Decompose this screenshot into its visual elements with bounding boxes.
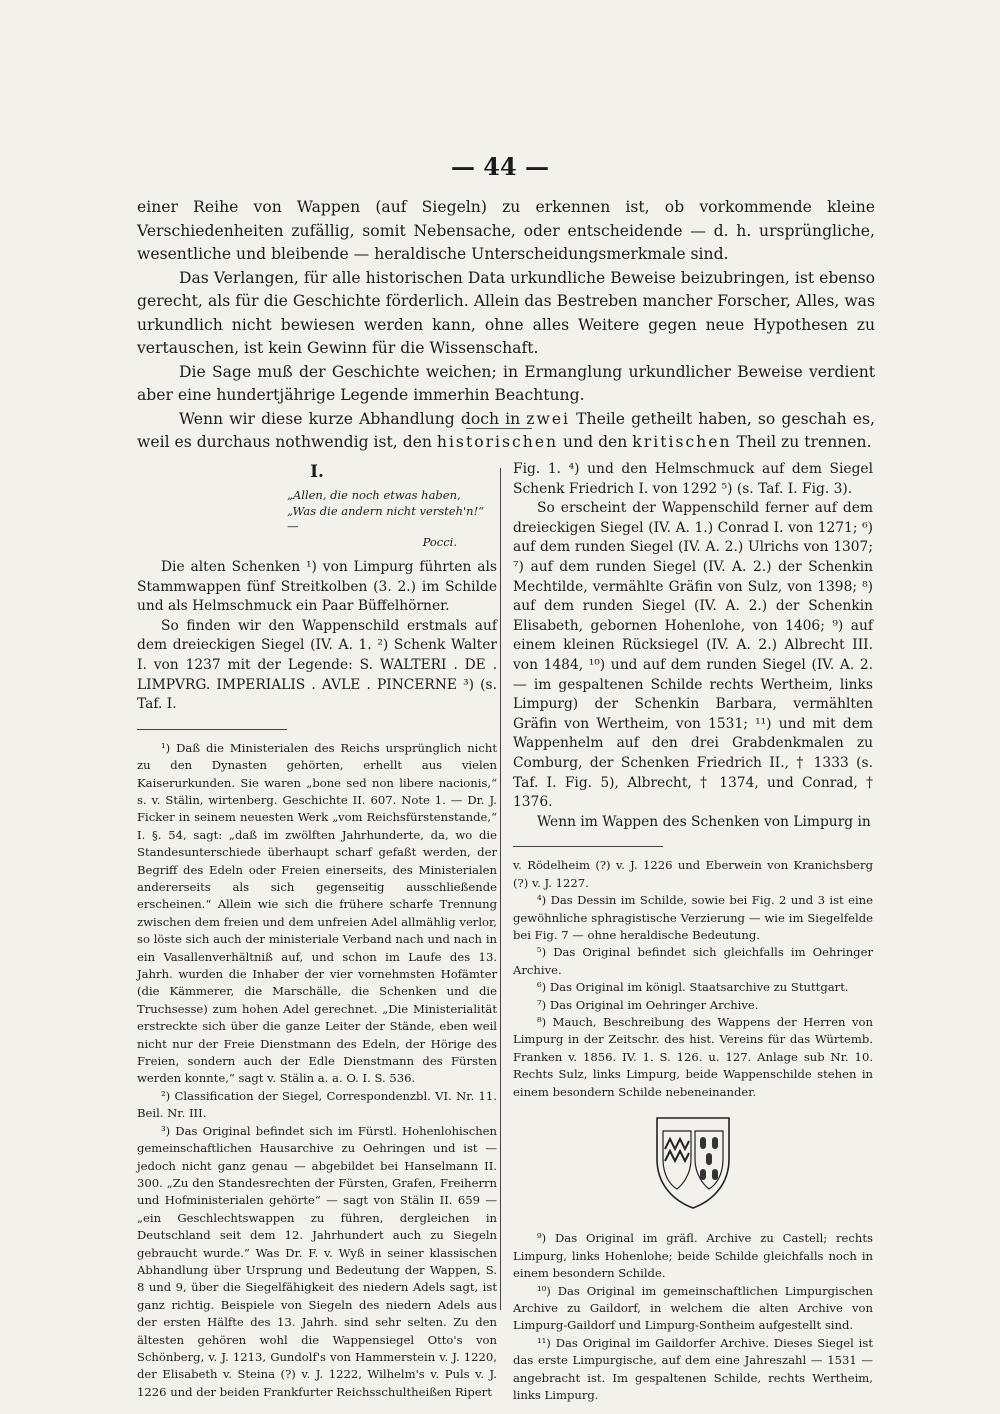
footnote-rule [137, 729, 287, 730]
page-number: — 44 — [450, 152, 550, 181]
footnote-3: ³) Das Original befindet sich im Fürstl. Hohenlohischen gemeinschaftlichen Hausarchive zu Oehringen und ist — jedoch nicht ganz genau — abgebildet bei Hanselmann II. 300. „Zu den Standesrechten der Fürsten, Grafen, Freiherrn und Hofministerialen gehörte“ — sagt von Stälin II. 659 — „ein Geschlechtswappen zu führen, dergleichen in Deutschland seit dem 12. Jahrhundert auch zu Siegeln gebraucht wurde.“ Was Dr. F. v. Wyß in seiner klassischen Abhandlung über Ursprung und Bedeutung der Wappen, S. 8 und 9, über die Siegelfähigkeit des niedern Adels sagt, ist ganz richtig. Beispiele von Siegeln des niedern Adels aus der ersten Hälfte des 13. Jahrh. sind sehr selten. Zu den ältesten gehören wohl die Wappensiegel Otto's von Schönberg, v. J. 1213, Gundolf's von Hammerstein v. J. 1220, der Elisabeth v. Steina (?) v. J. 1222, Wilhelm's v. Puls v. J. 1226 und der beiden Frankfurter Reichsschultheißen Ripert [137, 1123, 497, 1399]
right-paragraph-2: Wenn im Wappen des Schenken von Limpurg in [537, 813, 871, 830]
left-paragraph-2: So finden wir den Wappenschild erstmals auf dem dreieckigen Siegel (IV. A. 1. ²) Schenk Walter I. von 1237 mit der Legende: S. WALTERI . DE . LIMPVRG. IMPERIALIS . AVLE . PINCERNE ³) (s. Taf. I. [137, 617, 497, 713]
footnote-9: ⁹) Das Original im gräfl. Archive zu Castell; rechts Limpurg, links Hohenlohe; beide Schilde gleichfalls noch in einem besondern Schilde. [513, 1231, 873, 1281]
intro-p4-emphasis-kritischen: kritischen [632, 433, 732, 451]
intro-p4-part-g: Theil zu trennen. [731, 433, 872, 451]
section-separator [466, 428, 532, 429]
column-divider [500, 468, 501, 1310]
motto-line-2: „Was die andern nicht versteh'n!“ — [287, 503, 485, 533]
footnote-11: ¹¹) Das Original im Gaildorfer Archive. Dieses Siegel ist das erste Limpurgische, auf dem eine Jahreszahl — 1531 — angebracht ist. Im gespaltenen Schilde, rechts Wertheim, links Limpurg. [513, 1335, 873, 1403]
footnote-8: ⁸) Mauch, Beschreibung des Wappens der Herren von Limpurg in der Zeitschr. des hist. Vereins für das Würtemb. Franken v. 1856. IV. 1. S. 126. u. 127. Anlage sub Nr. 10. Rechts Sulz, links Limpurg, beide Wappenschilde stehen in einem besondern Schilde nebeneinander. [513, 1014, 873, 1099]
footnote-5: ⁵) Das Original befindet sich gleichfalls im Oehringer Archive. [513, 945, 873, 977]
intro-paragraph-1: einer Reihe von Wappen (auf Siegeln) zu erkennen ist, ob vorkommende kleine Verschiedenheiten zufällig, somit Nebensache, oder entscheidende — d. h. ursprüngliche, wesentliche und bleibende — heraldische Unterscheidungsmerkmale sind. [137, 198, 875, 263]
right-column [513, 460, 873, 1404]
right-body-text [513, 460, 873, 832]
left-body-text [137, 558, 497, 715]
section-heading: I. [310, 462, 324, 482]
intro-p4-emphasis-zwei: zwei [526, 409, 571, 428]
intro-paragraph-3: Die Sage muß der Geschichte weichen; in Ermanglung urkundlicher Beweise verdient aber eine hundertjährige Legende immerhin Beachtung. [137, 362, 875, 404]
right-footnotes [513, 857, 873, 1404]
left-column [137, 460, 497, 1401]
intro-p4-emphasis-historischen: historischen [436, 433, 559, 451]
footnote-7: ⁷) Das Original im Oehringer Archive. [537, 997, 759, 1012]
intro-paragraph-2: Das Verlangen, für alle historischen Data urkundliche Beweise beizubringen, ist ebenso gerecht, als für die Geschichte förderlich. Allein das Bestreben mancher Forscher, Alles, was urkundlich nicht bewiesen werden kann, ohne alles Weitere gegen neue Hypothesen zu vertauschen, ist kein Gewinn für die Wissenschaft. [137, 268, 875, 357]
footnote-4: ⁴) Das Dessin im Schilde, sowie bei Fig. 2 und 3 ist eine gewöhnliche sphragistische Verzierung — wie im Siegelfelde bei Fig. 7 — ohne heraldische Bedeutung. [513, 893, 873, 942]
footnote-10: ¹⁰) Das Original im gemeinschaftlichen Limpurgischen Archive zu Gaildorf, in welchem die alten Archive von Limpurg-Gaildorf und Limpurg-Sontheim aufgestellt sind. [513, 1283, 873, 1333]
split-shield-icon [654, 1115, 732, 1211]
coat-of-arms-figure [513, 1115, 873, 1216]
footnote-continuation: v. Rödelheim (?) v. J. 1226 und Eberwein von Kranichsberg (?) v. J. 1227. [513, 858, 873, 890]
motto-line-1: „Allen, die noch etwas haben, [287, 488, 461, 502]
footnote-1: ¹) Daß die Ministerialen des Reichs ursprünglich nicht zu den Dynasten gehörten, erhellt aus vielen Kaiserurkunden. Sie waren „bone sed non libere nacionis,“ s. v. Stälin, wirtenberg. Geschichte II. 607. Note 1. — Dr. J. Ficker in seinem neuesten Werk „vom Reichsfürstenstande,“ I. §. 54, sagt: „daß im zwölften Jahrhunderte, da, wo die Standesunterschiede überhaupt scharf gefaßt werden, der Begriff des Edeln oder Freien einerseits, des Ministerialen andererseits als sich gegenseitig ausschließende erscheinen.“ Allein wie sich die frühere scharfe Trennung zwischen dem freien und dem unfreien Adel allmählig verlor, so löste sich auch der ministeriale Verband nach und nach in ein Vasallenverhältniß auf, und schon im Laufe des 13. Jahrh. wurden die Inhaber der vier vornehmsten Hofämter (die Kämmerer, die Marschälle, die Schenken und die Truchsesse) zum hohen Adel gerechnet. „Die Ministerialität erstreckte sich über die ganze Leiter der Stände, eben weil nicht nur der Freie Dienstmann des Edeln, der Hörige des Freien, sondern auch der Edle Dienstmann des Fürsten werden konnte,“ sagt v. Stälin a. a. O. I. S. 536. [137, 740, 497, 1086]
intro-p4-part-a: Wenn wir diese kurze Abhandlung doch in [179, 409, 527, 428]
right-paragraph-0: Fig. 1. ⁴) und den Helmschmuck auf dem Siegel Schenk Friedrich I. von 1292 ⁵) (s. Taf. I. Fig. 3). [513, 461, 873, 497]
intro-p4-part-e: und den [558, 433, 633, 451]
footnote-6: ⁶) Das Original im königl. Staatsarchive zu Stuttgart. [537, 980, 849, 995]
left-footnotes [137, 740, 497, 1401]
motto-author: Pocci. [422, 534, 457, 549]
footnote-rule [513, 846, 663, 847]
intro-p4-part-c: Theile getheilt haben, so geschah es, weil es durchaus nothwendig ist, den [137, 409, 875, 451]
footnote-2: ²) Classification der Siegel, Correspondenzbl. VI. Nr. 11. Beil. Nr. III. [137, 1088, 497, 1121]
right-paragraph-1: So erscheint der Wappenschild ferner auf dem dreieckigen Siegel (IV. A. 1.) Conrad I. von 1271; ⁶) auf dem runden Siegel (IV. A. 2.) Ulrichs von 1307; ⁷) auf dem runden Siegel (IV. A. 2.) der Schenkin Mechtilde, vermählte Gräfin von Sulz, von 1398; ⁸) auf dem runden Siegel (IV. A. 2.) der Schenkin Elisabeth, gebornen Hohenlohe, von 1406; ⁹) auf einem kleinen Rücksiegel (IV. A. 2.) Albrecht III. von 1484, ¹⁰) und auf dem runden Siegel (IV. A. 2. — im gespaltenen Schilde rechts Wertheim, links Limpurg) der Schenkin Barbara, vermählten Gräfin von Wertheim, von 1531; ¹¹) und mit dem Wappenhelm auf den drei Grabdenkmalen zu Comburg, der Schenken Friedrich II., † 1333 (s. Taf. I. Fig. 5), Albrecht, † 1374, und Conrad, † 1376. [513, 500, 873, 811]
intro-section [137, 196, 875, 455]
intro-paragraph-4 [137, 408, 875, 455]
left-paragraph-1: Die alten Schenken ¹) von Limpurg führten als Stammwappen fünf Streitkolben (3. 2.) im Schilde und als Helmschmuck ein Paar Büffelhörner. [137, 559, 497, 615]
motto [137, 488, 497, 550]
